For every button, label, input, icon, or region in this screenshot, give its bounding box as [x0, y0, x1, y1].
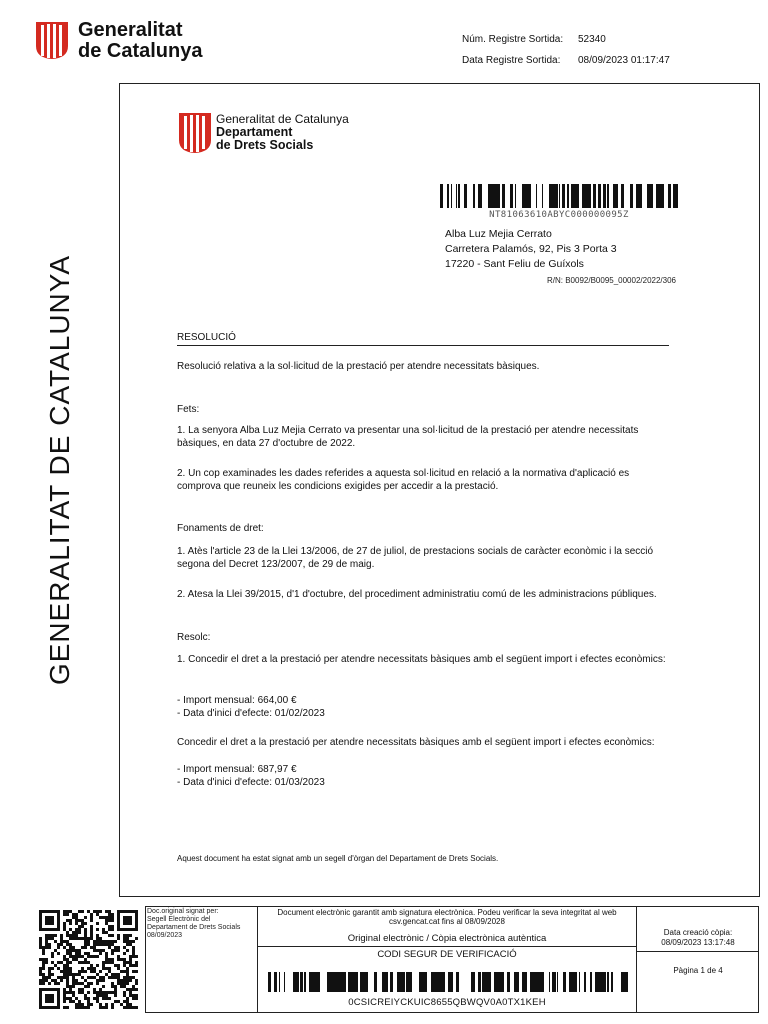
recipient-name: Alba Luz Mejia Cerrato	[445, 228, 552, 240]
department-name	[216, 113, 349, 152]
department-line-1: Generalitat de Catalunya	[216, 112, 349, 126]
footer-divider	[636, 951, 759, 952]
recipient-barcode	[440, 184, 678, 208]
facts-title: Fets:	[177, 404, 200, 415]
registry-values	[578, 29, 670, 71]
registry-number-label: Núm. Registre Sortida:	[462, 34, 564, 45]
recipient-city: 17220 - Sant Feliu de Guíxols	[445, 258, 584, 270]
fact-1: 1. La senyora Alba Luz Mejia Cerrato va presentar una sol·licitud de la prestació per atendre necessitats bàsiques, en data 27 d'octubre de 2022.	[177, 425, 639, 449]
registry-labels	[462, 29, 563, 71]
resolution-heading: RESOLUCIÓ	[177, 332, 236, 343]
resolve-item-2: Concedir el dret a la prestació per atendre necessitats bàsiques amb el següent import i efectes econòmics:	[177, 737, 655, 748]
fact-2: 2. Un cop examinades les dades referides a aquesta sol·licitud en relació a la normativa d'aplicació es comprova que reuneix les condicions exigides per accedir a la prestació.	[177, 468, 630, 492]
signer-line: Segell Electrònic del	[147, 916, 211, 923]
resolve-title: Resolc:	[177, 632, 211, 643]
footer-divider	[636, 906, 637, 1013]
effect-date-1: - Data d'inici d'efecte: 01/02/2023	[177, 708, 325, 719]
registry-date-label: Data Registre Sortida:	[462, 55, 561, 66]
heading-divider	[177, 345, 669, 346]
page-indicator: Pàgina 1 de 4	[673, 966, 723, 975]
monthly-amount-1: - Import mensual: 664,00 €	[177, 695, 297, 706]
signer-info	[147, 908, 257, 940]
generalitat-logo	[34, 20, 234, 64]
creation-label: Data creació còpia:	[663, 928, 733, 937]
monthly-amount-2: - Import mensual: 687,97 €	[177, 764, 297, 775]
legal-grounds-title: Fonaments de dret:	[177, 523, 264, 534]
csv-code: 0CSICREIYCKUIC8655QBWQV0A0TX1KEH	[348, 997, 546, 1008]
side-vertical-title: GENERALITAT DE CATALUNYA	[44, 254, 75, 686]
signer-line: Departament de Drets Socials	[147, 924, 241, 931]
creation-date: 08/09/2023 13:17:48	[661, 938, 735, 947]
original-copy-label: Original electrònic / Còpia electrònica autèntica	[347, 933, 547, 944]
senyera-logo-icon	[34, 20, 70, 60]
signer-line: Doc.original signat per:	[147, 908, 219, 915]
reference-number: R/N: B0092/B0095_00002/2022/306	[547, 276, 676, 285]
resolve-item-1: 1. Concedir el dret a la prestació per atendre necessitats bàsiques amb el següent import i efectes econòmics:	[177, 654, 666, 665]
footer-divider	[257, 946, 636, 947]
resolution-intro: Resolució relativa a la sol·licitud de la prestació per atendre necessitats bàsiques.	[177, 361, 540, 372]
copy-creation-date	[638, 928, 758, 948]
signature-guarantee: Document electrònic garantit amb signatura electrònica. Podeu verificar la seva integritat al web csv.gencat.cat fins al 08/09/2028	[277, 908, 617, 926]
registry-number-value: 52340	[578, 34, 606, 45]
legal-ground-2: 2. Atesa la Llei 39/2015, d'1 d'octubre, del procediment administratiu comú de les administracions públiques.	[177, 589, 657, 600]
csv-barcode	[268, 972, 630, 992]
footer-divider	[257, 906, 258, 1013]
department-senyera-icon	[178, 112, 212, 154]
csv-title: CODI SEGUR DE VERIFICACIÓ	[377, 949, 517, 960]
signature-note: Aquest document ha estat signat amb un segell d'òrgan del Departament de Drets Socials.	[177, 854, 499, 863]
recipient-address	[445, 227, 617, 272]
logo-line-1: Generalitat	[78, 19, 183, 41]
registry-date-value: 08/09/2023 01:17:47	[578, 55, 670, 66]
logo-line-2: de Catalunya	[78, 40, 203, 62]
qr-code-icon	[39, 910, 138, 1009]
effect-date-2: - Data d'inici d'efecte: 01/03/2023	[177, 777, 325, 788]
recipient-street: Carretera Palamós, 92, Pis 3 Porta 3	[445, 243, 617, 255]
signer-line: 08/09/2023	[147, 932, 183, 939]
legal-ground-1: 1. Atès l'article 23 de la Llei 13/2006, de 27 de juliol, de prestacions socials de caràcter econòmic i la secció segona del Decret 123/2007, de 29 de maig.	[177, 546, 654, 570]
recipient-barcode-text: NT81063610ABYC000000095Z	[489, 210, 629, 220]
department-line-2: Departament	[216, 125, 293, 139]
department-line-3: de Drets Socials	[216, 138, 314, 152]
